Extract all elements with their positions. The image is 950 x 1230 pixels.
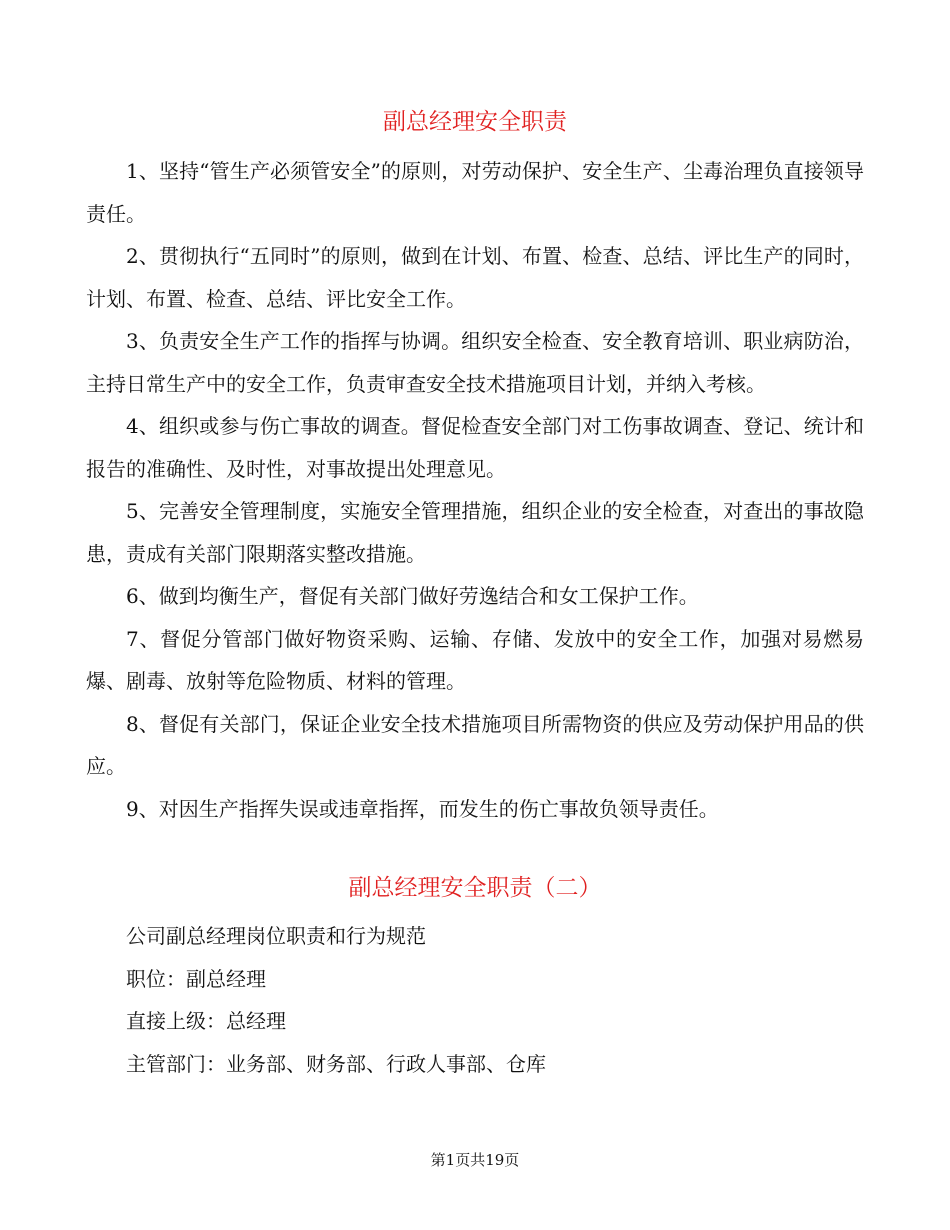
paragraph-1: 1、坚持“管生产必须管安全”的原则，对劳动保护、安全生产、尘毒治理负直接领导责任。 bbox=[86, 159, 864, 226]
paragraph-9: 9、对因生产指挥失误或违章指挥，而发生的伤亡事故负领导责任。 bbox=[126, 796, 719, 821]
paragraph-4: 4、组织或参与伤亡事故的调查。督促检查安全部门对工伤事故调查、登记、统计和报告的准确性、及时性，对事故提出处理意见。 bbox=[86, 414, 864, 481]
page-footer: 第1页共19页 bbox=[430, 1151, 520, 1169]
paragraph-3: 3、负责安全生产工作的指挥与协调。组织安全检查、安全教育培训、职业病防治，主持日常生产中的安全工作，负责审查安全技术措施项目计划，并纳入考核。 bbox=[86, 329, 864, 396]
paragraph-7: 7、督促分管部门做好物资采购、运输、存储、发放中的安全工作，加强对易燃易爆、剧毒、放射等危险物质、材料的管理。 bbox=[86, 626, 864, 693]
paragraph-8: 8、督促有关部门，保证企业安全技术措施项目所需物资的供应及劳动保护用品的供应。 bbox=[86, 711, 864, 778]
direct-superior: 直接上级：总经理 bbox=[126, 1009, 286, 1033]
managed-departments: 主管部门：业务部、财务部、行政人事部、仓库 bbox=[126, 1051, 546, 1076]
responsibilities-section bbox=[86, 150, 864, 830]
paragraph-2: 2、贯彻执行“五同时”的原则，做到在计划、布置、检查、总结、评比生产的同时，计划、布置、检查、总结、评比安全工作。 bbox=[86, 244, 864, 311]
paragraph-6: 6、做到均衡生产，督促有关部门做好劳逸结合和女工保护工作。 bbox=[126, 584, 699, 608]
paragraph-5: 5、完善安全管理制度，实施安全管理措施，组织企业的安全检查，对查出的事故隐患，责成有关部门限期落实整改措施。 bbox=[86, 499, 864, 566]
job-description-section bbox=[86, 915, 864, 1085]
document-title: 副总经理安全职责 bbox=[383, 109, 567, 135]
job-position: 职位：副总经理 bbox=[126, 966, 266, 991]
section-title-2: 副总经理安全职责（二） bbox=[348, 875, 602, 901]
job-spec-heading: 公司副总经理岗位职责和行为规范 bbox=[126, 924, 426, 948]
